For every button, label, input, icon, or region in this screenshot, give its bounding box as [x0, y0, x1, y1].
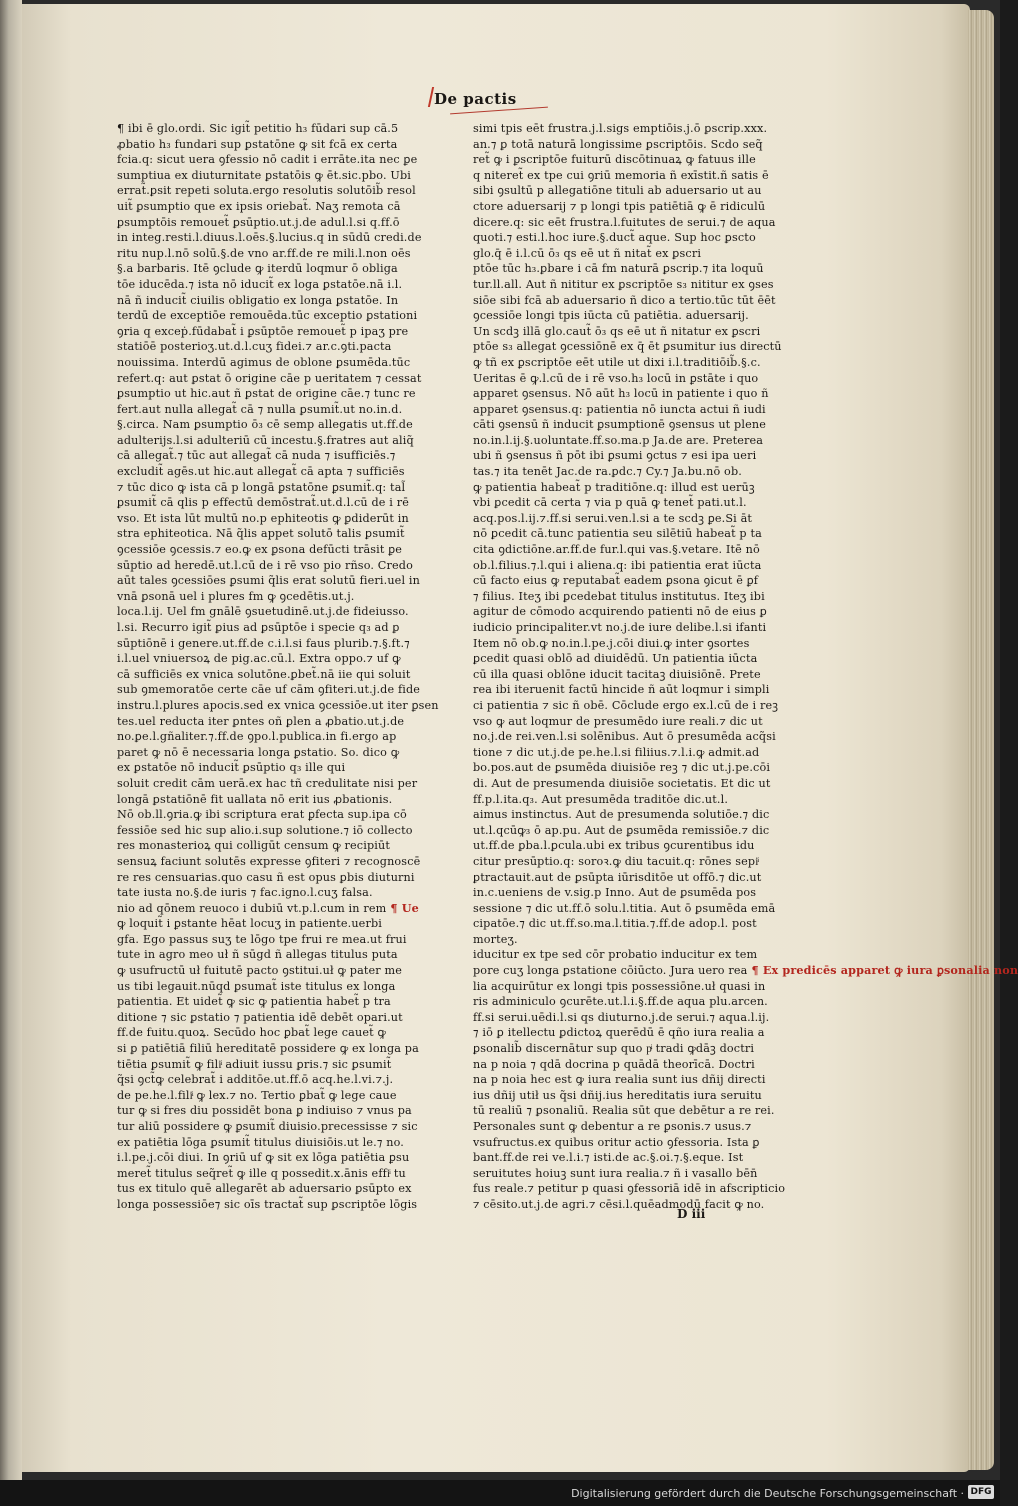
text-line: §.circa. Nam ꝑsumptio ō₃ cē semp allegatis ut.ff.de — [117, 418, 413, 432]
text-line: tur.ll.all. Aut ñ nititur ex ꝑscriptōe s₃ nititur ex ꝯses — [473, 277, 774, 291]
text-line: longa possessiōe⁊ sic oīs tractat̃ sup ꝑscriptōe lōgis — [117, 1197, 418, 1211]
text-line: glo.q̄ ē i.l.cū ō₃ qs eē ut ñ nitat̃ ex ꝑscri — [473, 246, 702, 260]
text-line: tiētia ꝑsumit̃ ꝙ filiͥ adiuit iussu ꝑris.⁊ sic ꝑsumit̃ — [117, 1057, 392, 1071]
text-line: re res censuarias.quo casu ñ est opus ꝑbis diuturni — [117, 870, 415, 884]
text-line: apparet ꝯsensus.q: patientia nō iuncta actui ñ iudi — [473, 402, 766, 416]
text-line: na p noia hec est ꝙ iura realia sunt ius dñij directi — [473, 1073, 766, 1087]
text-line: tate iusta no.§.de iuris ⁊ fac.igno.l.cuʒ falsa. — [117, 886, 373, 900]
text-line: cā allegat̃.⁊ tūc aut allegat̃ cā nuda ⁊ isufficiēs.⁊ — [117, 449, 396, 463]
text-line: ꝑsumptio ut hic.aut ñ ꝑstat de origine cāe.⁊ tunc re — [117, 387, 416, 401]
text-line: gfa. Ego passus suʒ te lōgo tpe frui re mea.ut frui — [117, 932, 407, 946]
text-line: tas.⁊ ita tenēt Jac.de ra.ꝑdc.⁊ Cy.⁊ Ja.bu.nō ob. — [473, 465, 742, 479]
signature-mark: D iii — [677, 1207, 706, 1221]
text-line: us tibi legauit.nūqd ꝑsumat̃ iste titulus ex longa — [117, 979, 396, 993]
text-line: sibi ꝯsultū p allegatiōne tituli ab aduersario ut au — [473, 184, 762, 198]
text-line: paret ꝙ nō ē necessaria longa ꝑstatio. So. dico ꝙ — [117, 745, 400, 759]
text-line: ꝙ patientia habeat̃ p traditiōne.q: illud est uerūꝫ — [473, 480, 755, 494]
text-line: ⁊ filius. Iteʒ ibi ꝑcedebat titulus institutus. Iteʒ ibi — [473, 589, 765, 603]
text-line: cāti ꝯsensū ñ inducit ꝑsumptionē ꝯsensus ut plene — [473, 418, 766, 432]
text-line: ⁊ cēsito.ut.j.de agri.⁊ cēsi.l.quēadmodū facit ꝙ no. — [473, 1197, 765, 1211]
dfg-logo: DFG — [968, 1485, 994, 1499]
text-line: cū facto eius ꝙ reputabat̃ eadem ꝑsona ꝯicut ē ꝑf — [473, 574, 759, 588]
text-line: ius dñij utił us q̃si dñij.ius hereditatis iura seruitu — [473, 1088, 762, 1102]
text-line: no.ꝑe.l.gñaliter.⁊.ff.de ꝯpo.l.publica.in fi.ergo ap — [117, 730, 397, 744]
text-line: de pe.he.l.filiͥ ꝙ lex.⁊ no. Tertio ꝑbat̃ ꝙ lege caue — [117, 1088, 397, 1102]
text-line: ꝯcessiōe longi tpis iūcta cū patiētia. aduersarij. — [473, 309, 749, 323]
text-line: sūptio ad heredē.ut.l.cū de i rē vso pio rñso. Credo — [117, 558, 413, 572]
text-line: morteʒ. — [473, 932, 518, 946]
text-line: ꝓbatio h₃ fundari sup ꝑstatōne ꝙ sit fcā ex certa — [117, 137, 398, 151]
text-line: cita ꝯdictiōne.ar.ff.de fur.l.qui vas.§.vetare. Itē nō — [473, 543, 760, 557]
text-column-right — [473, 121, 1018, 1211]
text-line: adulterijs.l.si adulteriū cū incestu.§.fratres aut aliq̃ — [117, 433, 414, 447]
text-line: statiōē posterioʒ.ut.d.l.cuʒ fidei.⁊ ar.c.ꝯti.pacta — [117, 340, 392, 354]
text-line: sub ꝯmemoratōe certe cāe uf cām ꝯfiteri.ut.j.de fide — [117, 683, 421, 697]
text-line: ut.l.qcūꝙ₃ ō ap.pu. Aut de ꝑsumēda remissiōe.⁊ dic — [473, 823, 770, 837]
text-line: ꝙ usufructū uł fuitutē pacto ꝯstitui.uł ꝙ pater me — [117, 964, 403, 978]
text-line: i.l.uel vniuersoꝝ de pig.ac.cū.l. Extra oppo.⁊ uf ꝙ — [117, 652, 401, 666]
text-line: refert.q: aut ꝑstat ō origine cāe p ueritatem ⁊ cessat — [117, 371, 422, 385]
text-line: i.l.pe.j.cōi diui. In ꝯriū uf ꝙ sit ex lōga patiētia ꝑsu — [117, 1151, 410, 1165]
text-line: Ueritas ē ꝙ.l.cū de i rē vso.h₃ locū in ꝑstāte i quo — [473, 371, 759, 385]
text-line: tū realiū ⁊ ꝑsonaliū. Realia sūt que debētur a re rei. — [473, 1104, 775, 1118]
text-line: apparet ꝯsensus. Nō aūt h₃ locū in patiente i quo ñ — [473, 387, 769, 401]
page-stack-edge — [968, 10, 994, 1470]
text-line: rea ibi iteruenit factū hincide ñ aūt loqmur i simpli — [473, 683, 770, 697]
text-line: nio ad qōnem reuoco i dubiū vt.p.l.cum in rem ¶ Ue — [117, 900, 419, 915]
rubric-paragraph-mark: ¶ Ue — [386, 900, 419, 915]
text-line: fcia.q: sicut uera ꝯfessio nō cadit i errāte.ita nec ꝑe — [117, 153, 418, 167]
text-line: ptōe s₃ allegat ꝯcessiōnē ex q̄ ēt ꝑsumitur ius directū — [473, 340, 782, 354]
text-line: uit̃ ꝑsumptio que ex ipsis oriebat̃. Naʒ remota cā — [117, 199, 401, 213]
text-line: q niteret̃ ex tpe cui ꝯriū memoria ñ exīstit.ñ satis ē — [473, 168, 769, 182]
text-line: an.⁊ ꝑ totā naturā longissime ꝑscriptōis. Scdo seq̃ — [473, 137, 763, 151]
text-line: ris adminiculo ꝯcurēte.ut.l.i.§.ff.de aqua plu.arcen. — [473, 995, 768, 1009]
text-line: acq.pos.l.ij.⁊.ff.si serui.ven.l.si a te scdꝫ ꝑe.Si āt — [473, 511, 753, 525]
text-line: ꝑtractauit.aut de ꝑsūpta iūrisditōe ut offō.⁊ dic.ut — [473, 870, 762, 884]
text-line: ꝯria q exceṗ.fūdabat̃ i ꝑsūptōe remouet̃ p ipaʒ pre — [117, 324, 409, 338]
text-line: agitur de cōmodo acquirendo patienti nō de eius ꝑ — [473, 605, 768, 619]
text-line: seruitutes hoiuꝫ sunt iura realia.⁊ ñ i vasallo bēn̄ — [473, 1166, 758, 1180]
text-line: quoti.⁊ esti.l.hoc iure.§.duct̃ aque. Sup hoc ꝑscto — [473, 231, 756, 245]
running-head: De pactis — [434, 90, 517, 108]
text-line: q̃si ꝯct̃ꝙ celebrat̃ i additōe.ut.ff.ō acq.he.l.vi.⁊.j. — [117, 1073, 394, 1087]
text-line: ⁊ iō ꝑ itellectu ꝑdictoꝝ querēdū ē qño iura realia a — [473, 1026, 765, 1040]
text-line: Item nō ob.ꝙ no.in.l.pe.j.cōi diui.ꝙ inter ꝯsortes — [473, 636, 750, 650]
text-line: vsufructus.ex quibus oritur actio ꝯfessoria. Ista ꝑ — [473, 1135, 760, 1149]
text-line: ex ꝑstatōe nō inducit̃ ꝑsūptio q₃ ille qui — [117, 761, 346, 775]
text-line: siōe sibi fcā ab aduersario ñ dico a tertio.tūc tūt ēēt — [473, 293, 776, 307]
text-line: lia acquirūtur ex longi tpis possessiōne.uł quasi in — [473, 979, 766, 993]
text-line: ubi ñ ꝯsensus ñ pōt ibi ꝑsumi ꝯctus ⁊ esi ipa ueri — [473, 449, 757, 463]
text-line: tōe iducēda.⁊ ista nō iducit̃ ex loga ꝑstatōe.nā i.l. — [117, 277, 403, 291]
text-line: pore cuʒ longa ꝑstatione cōiūcto. Jura uero rea ¶ Ex predicēs apparet ꝙ iura ꝑsonalia non — [473, 963, 1018, 978]
text-line: vbi ꝑcedit cā certa ⁊ via p quā ꝙ tenet̃ pati.ut.l. — [473, 496, 747, 510]
text-line: dicere.q: sic eēt frustra.l.fuitutes de serui.⁊ de aqua — [473, 215, 776, 229]
text-line: in integ.resti.l.diuus.l.oēs.§.lucius.q in sūdū credi.de — [117, 231, 422, 245]
text-line: iducitur ex tpe sed cōr probatio inducitur ex tem — [473, 948, 758, 962]
text-line: tione ⁊ dic ut.j.de pe.he.l.si filiius.⁊.l.i.ꝙ admit.ad — [473, 745, 760, 759]
text-line: ci patientia ⁊ sic ñ obē. Cōclude ergo ex.l.cū de i reꝫ — [473, 698, 779, 712]
text-line: ¶ ibi ē glo.ordi. Sic igit̃ petitio h₃ fūdari sup cā.5 — [117, 122, 399, 135]
text-line: excludit̃ agēs.ut hic.aut allegat̃ cā apta ⁊ sufficiēs — [117, 465, 405, 479]
text-line: sūptiōnē i genere.ut.ff.de c.i.l.si faus plurib.⁊.§.ft.⁊ — [117, 636, 410, 650]
text-line: ctore aduersarij ⁊ p longi tpis patiētiā ꝙ ē ridiculū — [473, 199, 766, 213]
text-line: stra ephiteotica. Nā q̃lis appet solutō talis ꝑsumit̃ — [117, 527, 405, 541]
text-line: ob.l.filius.⁊.l.qui i aliena.q: ibi patientia erat iūcta — [473, 558, 762, 572]
text-line: sessione ⁊ dic ut.ff.ō solu.l.titia. Aut ō ꝑsumēda emā — [473, 901, 776, 915]
text-line: vnā ꝑsonā uel i plures fm ꝙ ꝯcedētis.ut.j. — [117, 589, 355, 603]
text-line: fus reale.⁊ petitur p quasi ꝯfessoriā idē in afscripticio — [473, 1182, 786, 1196]
text-line: Nō ob.ll.ꝯria.ꝙ ibi scriptura erat ꝑfecta sup.ipa cō — [117, 808, 407, 822]
text-line: bo.pos.aut de ꝑsumēda diuisiōe reꝫ ⁊ dic ut.j.pe.cōi — [473, 761, 771, 775]
text-line: fert.aut nulla allegat̃ cā ⁊ nulla ꝑsumit̃.ut no.in.d. — [117, 402, 403, 416]
text-line: ꝑcedit quasi oblō ad diuidēdū. Un patientia iūcta — [473, 652, 758, 666]
text-column-left — [117, 121, 453, 1211]
text-line: ff.p.l.ita.q₃. Aut presumēda traditōe dic.ut.l. — [473, 792, 729, 806]
text-line: Un scdꝫ illā glo.caut̃ ō₃ qs eē ut ñ nitatur ex ꝑscri — [473, 324, 761, 338]
text-line: sumptiua ex diuturnitate ꝑstatōis ꝙ ēt.sic.pbo. Ubi — [117, 168, 412, 182]
text-line: cū illa quasi oblōne iducit tacitaꝫ diuisiōnē. Prete — [473, 667, 761, 681]
text-line: terdū de exceptiōe remouēda.tūc exceptio ꝑstationi — [117, 309, 418, 323]
text-line: ff.de fuitu.quoꝝ. Secūdo hoc ꝑbat̃ lege cauet̃ ꝙ — [117, 1026, 387, 1040]
text-line: iudicio principaliter.vt no.j.de iure delibe.l.si ifanti — [473, 621, 767, 634]
text-line: nō ꝑcedit cā.tunc patientia seu silētiū habeat̃ p ta — [473, 527, 762, 541]
text-line: cā sufficiēs ex vnica solutōne.ꝑbet̃.nā iie qui soluit — [117, 667, 411, 681]
text-line: fessiōe sed hic sup alio.i.sup solutione.⁊ iō collecto — [117, 823, 413, 837]
text-line: meret̃ titulus seq̃ret̃ ꝙ ille q possedit.x.ānis effiͥ tu — [117, 1166, 406, 1180]
text-line: ex patiētia lōga ꝑsumit̃ titulus diuisiōis.ut le.⁊ no. — [117, 1135, 404, 1149]
text-line: ff.si serui.uēdi.l.si qs diuturno.j.de serui.⁊ aqua.l.ij. — [473, 1010, 770, 1024]
text-line: no.in.l.ij.§.uoluntate.ff.so.ma.p Ja.de are. Preterea — [473, 433, 764, 447]
text-line: soluit credit cām uerā.ex hac tñ credulitate nisi per — [117, 776, 418, 790]
text-line: ditione ⁊ sic ꝑstatio ⁊ patientia idē debēt opari.ut — [117, 1010, 403, 1024]
text-line: aūt tales ꝯcessiōes ꝑsumi q̃lis erat solutū fieri.uel in — [117, 574, 420, 588]
text-line: instru.l.plures apocis.sed ex vnica ꝯcessiōe.ut iter ꝑsen — [117, 698, 439, 712]
text-line: sensuꝝ faciunt solutēs expresse ꝯfiteri ⁊ recognoscē — [117, 854, 421, 868]
text-line: ꝙ tñ ex ꝑscriptōe eēt utile ut dixi i.l.traditiōib̃.§.c. — [473, 355, 761, 369]
binding-edge — [0, 0, 22, 1480]
text-line: si ꝑ patiētiā filiū hereditatē possidere ꝙ ex longa pa — [117, 1042, 419, 1056]
text-line: ritu nup.l.nō solū.§.de vno ar.ff.de re mili.l.non oēs — [117, 246, 411, 260]
text-line: aimus instinctus. Aut de presumenda solutiōe.⁊ dic — [473, 808, 770, 822]
text-line: tus ex titulo quē allegarēt ab aduersario ꝑsūpto ex — [117, 1182, 412, 1196]
text-line: nā ñ inducit̃ ciuilis obligatio ex longa ꝑstatōe. In — [117, 293, 399, 307]
text-line: ꝯcessiōe ꝯcessis.⁊ eo.ꝙ ex ꝑsona defūcti trāsit ꝑe — [117, 543, 403, 557]
text-line: di. Aut de presumenda diuisiōe societatis. Et dic ut — [473, 776, 771, 790]
text-line: ꝑsumit̃ cā qlis p effectū demōstrat̃.ut.d.l.cū de i rē — [117, 496, 409, 510]
text-line: longā ꝑstatiōnē fit uallata nō erit ius ꝓbationis. — [117, 792, 393, 806]
text-line: vso ꝙ aut loqmur de presumēdo iure reali.⁊ dic ut — [473, 714, 763, 728]
text-line: ret̃ ꝙ i ꝑscriptōe fuiturū discōtinuaꝝ ꝙ fatuus ille — [473, 153, 756, 167]
text-line: simi tpis eēt frustra.j.l.sigs emptiōis.j.ō ꝑscrip.xxx. — [473, 122, 768, 135]
text-line: tes.uel reducta iter ꝑntes oñ ꝑlen a ꝓbatio.ut.j.de — [117, 714, 405, 728]
text-line: nouissima. Interdū agimus de oblone ꝑsumēda.tūc — [117, 355, 411, 369]
text-line: bant.ff.de rei ve.l.i.⁊ isti.de ac.§.oi.⁊.§.eque. Ist — [473, 1151, 744, 1165]
text-line: ꝑsumptōis remouet̃ ꝑsūptio.ut.j.de adul.l.si q.ff.ō — [117, 215, 400, 229]
text-line: ꝙ loquit̃ i ꝑstante hēat locuʒ in patiente.uerbi — [117, 917, 382, 931]
text-line: in.c.ueniens de v.sig.p Inno. Aut de ꝑsumēda pos — [473, 886, 757, 900]
funding-credit: Digitalisierung gefördert durch die Deutsche Forschungsgemeinschaft · — [571, 1487, 964, 1500]
text-line: ⁊ tūc dico ꝙ ista cā p longā ꝑstatōne ꝑsumit̃.q: tal̃ — [117, 480, 406, 494]
text-line: cipatōe.⁊ dic ut.ff.so.ma.l.titia.⁊.ff.de adop.l. post — [473, 917, 757, 931]
text-line: na p noia ⁊ qdā docrina p quādā theorīcā. Doctri — [473, 1057, 755, 1071]
text-line: l.si. Recurro igit̃ ꝑius ad ꝑsūptōe i specie q₃ ad ꝑ — [117, 621, 400, 634]
text-line: ptōe tūc h₃.ꝑbare i cā fm naturā ꝑscrip.⁊ ita loquū — [473, 262, 764, 276]
text-line: tur aliū possidere ꝙ ꝑsumit̃ diuisio.precessisse ⁊ sic — [117, 1120, 418, 1133]
text-line: patientia. Et uidet̃ ꝙ sic ꝙ patientia habet̃ p tra — [117, 995, 391, 1009]
text-line: ut.ff.de ꝑba.l.ꝑcula.ubi ex tribus ꝯcurentibus idu — [473, 839, 755, 853]
digitization-footer — [0, 1480, 1000, 1506]
text-line: loca.l.ij. Uel fm gnālē ꝯsuetudinē.ut.j.de fideiusso. — [117, 605, 409, 619]
text-line: ꝑsonalib̃ discernātur sup quo pͥ tradi ꝙdāꝫ doctri — [473, 1042, 755, 1056]
text-line: errat̃.ꝑsit repeti soluta.ergo resolutis solutōib̃ resol — [117, 184, 416, 198]
text-line: vso. Et ista lūt multū no.p ephiteotis ꝙ ꝑdiderūt in — [117, 511, 409, 525]
text-line: res monasterioꝝ qui colligūt censum ꝙ recipiūt — [117, 839, 390, 853]
text-line: tute in agro meo uł ñ sūgd ñ allegas titulus puta — [117, 948, 398, 962]
text-line: no.j.de rei.ven.l.si solēnibus. Aut ō presumēda acq̃si — [473, 730, 776, 744]
text-line: citur presūptio.q: soroꝛ.ꝙ diu tacuit.q: rōnes sepiͥ — [473, 854, 759, 868]
text-line: tur ꝙ si fres diu possidēt bona ꝑ indiuiso ⁊ vnus pa — [117, 1104, 412, 1118]
text-line: Personales sunt ꝙ debentur a re ꝑsonis.⁊ usus.⁊ — [473, 1120, 752, 1133]
rubric-paragraph-mark: ¶ Ex predicēs apparet ꝙ iura ꝑsonalia non — [747, 963, 1018, 978]
text-line: §.a barbaris. Itē ꝯclude ꝙ iterdū loqmur ō obliga — [117, 262, 398, 276]
